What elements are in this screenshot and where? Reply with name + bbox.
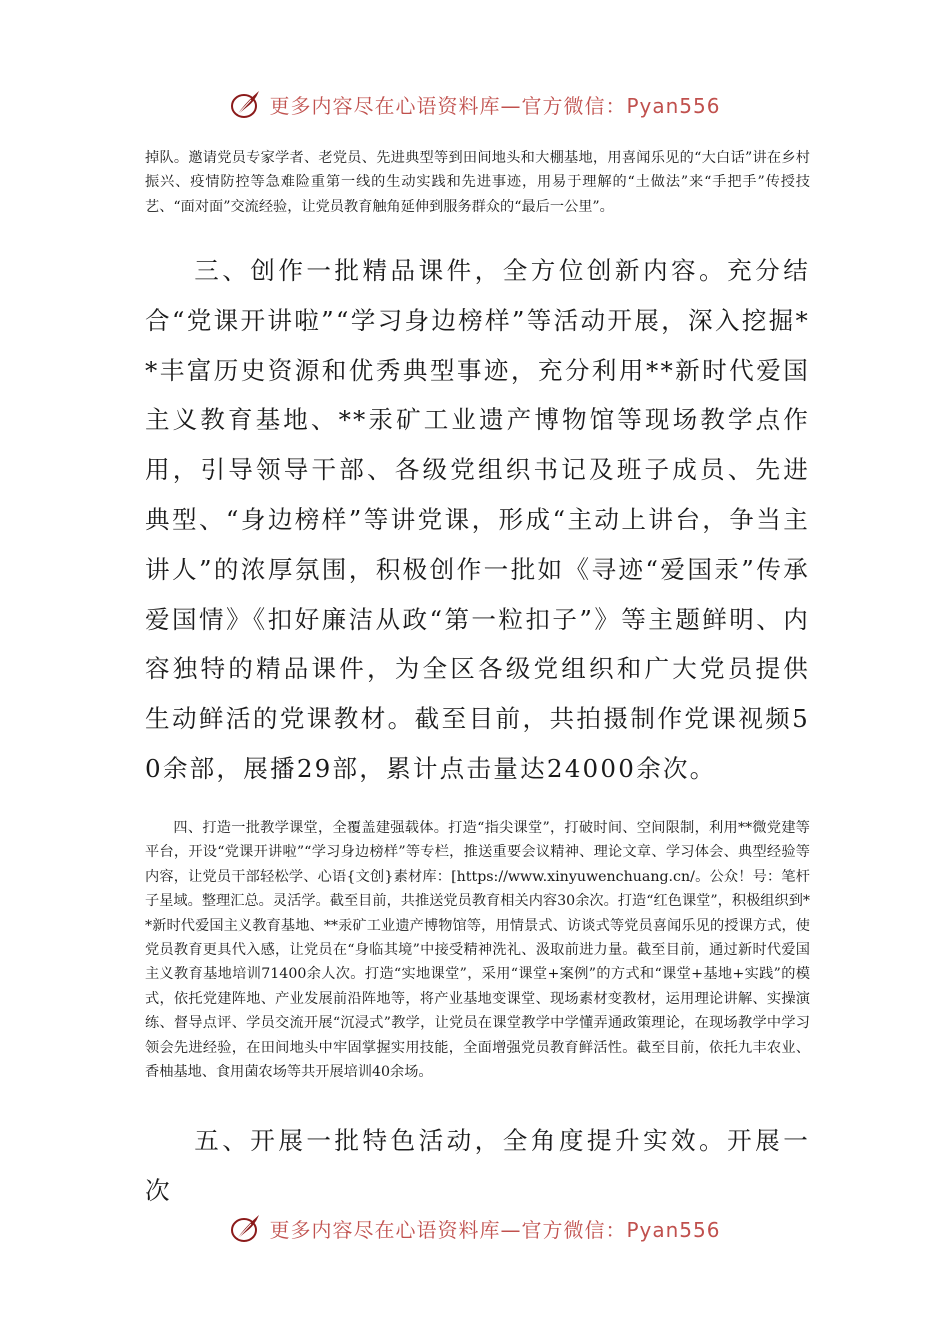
section-three-paragraph: 三、创作一批精品课件，全方位创新内容。充分结合“党课开讲啦”“学习身边榜样”等活动开展，深入挖掘**丰富历史资源和优秀典型事迹，充分利用**新时代爱国主义教育基地、**汞矿工业遗产博物馆等现场教学点作用，引导领导干部、各级党组织书记及班子成员、先进典型、“身边榜样”等讲党课，形成“主动上讲台，争当主讲人”的浓厚氛围，积极创作一批如《寻迹“爱国汞”传承爱国情》《扣好廉洁从政“第一粒扣子”》等主题鲜明、内容独特的精品课件，为全区各级党组织和广大党员提供生动鲜活的党课教材。截至目前，共拍摄制作党课视频50余部，展播29部，累计点击量达24000余次。 [145,256,810,783]
header-banner [0,84,950,124]
header-banner-text: 更多内容尽在心语资料库—官方微信：Pyan556 [269,93,721,118]
section-four-paragraph: 四、打造一批教学课堂，全覆盖建强载体。打造“指尖课堂”，打破时间、空间限制，利用**微党建等平台，开设“党课开讲啦”“学习身边榜样”等专栏，推送重要会议精神、理论文章、学习体会、典型经验等内容，让党员干部轻松学、心语{文创}素材库：[https://www.xinyuwenchuang.cn/。公众！号：笔杆子星域。整理汇总。灵活学。截至目前，共推送党员教育相关内容30余次。打造“红色课堂”，积极组织到**新时代爱国主义教育基地、**汞矿工业遗产博物馆等，用情景式、访谈式等党员喜闻乐见的授课方式，使党员教育更具代入感，让党员在“身临其境”中接受精神洗礼、汲取前进力量。截至目前，通过新时代爱国主义教育基地培训71400余人次。打造“实地课堂”，采用“课堂+案例”的方式和“课堂+基地+实践”的模式，依托党建阵地、产业发展前沿阵地等，将产业基地变课堂、现场素材变教材，运用理论讲解、实操演练、督导点评、学员交流开展“沉浸式”教学，让党员在课堂教学中学懂弄通政策理论，在现场教学中学习领会先进经验，在田间地头中牢固掌握实用技能，全面增强党员教育鲜活性。截至目前，依托九丰农业、香柚基地、食用菌农场等共开展培训40余场。 [145,820,811,1081]
quill-pen-logo-icon [229,87,263,121]
section-five-paragraph: 五、开展一批特色活动，全角度提升实效。开展一次 [145,1126,810,1205]
quill-pen-logo-icon [229,1211,263,1245]
paragraph-continuation: 掉队。邀请党员专家学者、老党员、先进典型等到田间地头和大棚基地，用喜闻乐见的“大白话”讲在乡村振兴、疫情防控等急难险重第一线的生动实践和先进事迹，用易于理解的“土做法”来“手把手”传授技艺、“面对面”交流经验，让党员教育触角延伸到服务群众的“最后一公里”。 [145,150,810,215]
footer-banner-text: 更多内容尽在心语资料库—官方微信：Pyan556 [269,1217,721,1242]
footer-banner [0,1208,950,1248]
